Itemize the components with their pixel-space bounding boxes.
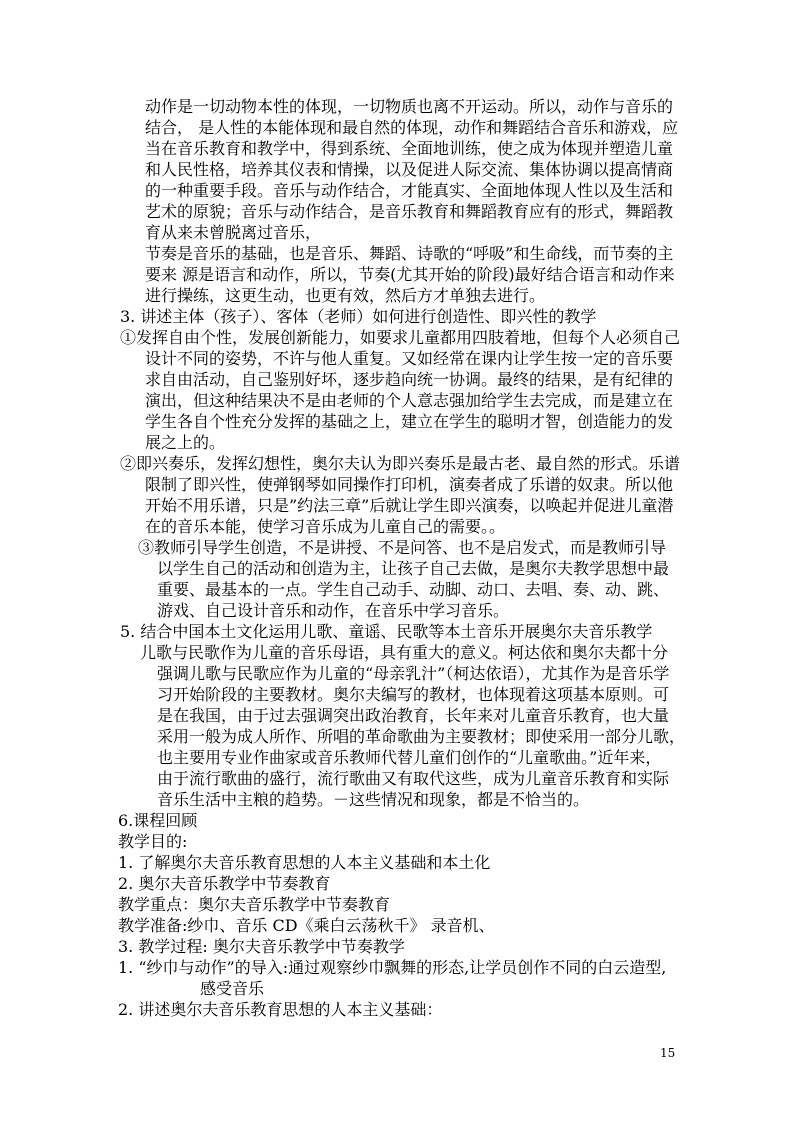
page-number: 15 — [660, 1046, 676, 1060]
text-line: 强调儿歌与民歌应作为儿童的“母亲乳汁”（柯达依语），尤其作为是音乐学 — [157, 664, 670, 683]
text-line: 节奏是音乐的基础，也是音乐、舞蹈、诗歌的“呼吸”和生命线，而节奏的主 — [145, 244, 674, 263]
text-line: 展之上的。 — [145, 433, 226, 452]
text-line: 教学重点：奥尔夫音乐教学中节奏教育 — [118, 895, 391, 914]
text-line: 开始不用乐谱，只是”约法三章”后就让学生即兴演奏，以唤起并促进儿童潜 — [145, 496, 674, 515]
text-line: 学生各自个性充分发挥的基础之上，建立在学生的聪明才智，创造能力的发 — [145, 412, 674, 431]
text-line: 也主要用专业作曲家或音乐教师代替儿童们创作的“儿童歌曲。”近年来， — [157, 748, 662, 767]
text-line: 儿歌与民歌作为儿童的音乐母语，具有重大的意义。柯达依和奥尔夫都十分 — [140, 643, 669, 662]
text-line: 演出，但这种结果决不是由老师的个人意志强加给学生去完成，而是建立在 — [145, 391, 674, 410]
text-line: 求自由活动，自己鉴别好坏，逐步趋向统一协调。最终的结果，是有纪律的 — [145, 370, 674, 389]
text-line: 由于流行歌曲的盛行，流行歌曲又有取代这些，成为儿童音乐教育和实际 — [157, 769, 670, 788]
list-item: 1. 了解奥尔夫音乐教育思想的人本主义基础和本土化 — [118, 853, 491, 872]
section-heading: 5. 结合中国本土文化运用儿歌、童谣、民歌等本土音乐开展奥尔夫音乐教学 — [120, 622, 653, 641]
list-item: 3. 教学过程: 奥尔夫音乐教学中节奏教学 — [118, 937, 405, 956]
text-line: 和人民性格，培养其仪表和情操，以及促进人际交流、集体协调以提高情商 — [145, 160, 674, 179]
text-line: 教学准备:纱巾、音乐 CD《乘白云荡秋千》 录音机、 — [118, 916, 495, 935]
list-item: 1. “纱巾与动作”的导入:通过观察纱巾飘舞的形态,让学员创作不同的白云造型, — [118, 958, 667, 977]
text-line: 在的音乐本能，使学习音乐成为儿童自己的需要。。 — [145, 517, 506, 536]
text-line: 进行操练，这更生动，也更有效，然后方才单独去进行。 — [145, 286, 546, 305]
text-line: 要来 源是语言和动作，所以，节奏(尤其开始的阶段)最好结合语言和动作来 — [145, 265, 675, 284]
text-line: 音乐生活中主粮的趋势。－这些情况和现象，都是不恰当的。 — [157, 790, 590, 809]
text-line: 艺术的原貌；音乐与动作结合，是音乐教育和舞蹈教育应有的形式，舞蹈教 — [145, 202, 674, 221]
list-item-start: ③教师引导学生创造，不是讲授、不是问答、也不是启发式，而是教师引导 — [138, 538, 667, 557]
text-line: 是在我国，由于过去强调突出政治教育，长年来对儿童音乐教育，也大量 — [157, 706, 670, 725]
text-line: 结合， 是人性的本能体现和最自然的体现，动作和舞蹈结合音乐和游戏，应 — [145, 118, 679, 137]
text-line: 设计不同的姿势，不许与他人重复。又如经常在课内让学生按一定的音乐要 — [145, 349, 674, 368]
section-heading: 6.课程回顾 — [118, 811, 198, 830]
text-line: 当在音乐教育和教学中，得到系统、全面地训练，使之成为体现并塑造儿童 — [145, 139, 674, 158]
list-item: 2. 讲述奥尔夫音乐教育思想的人本主义基础： — [118, 1000, 443, 1019]
list-item: 2. 奥尔夫音乐教学中节奏教育 — [118, 874, 331, 893]
text-line: 采用一般为成人所作、所唱的革命歌曲为主要教材；即使采用一部分儿歌， — [157, 727, 686, 746]
text-line: 的一种重要手段。音乐与动作结合，才能真实、全面地体现人性以及生活和 — [145, 181, 674, 200]
text-line: 感受音乐 — [200, 979, 265, 998]
section-heading: 3. 讲述主体（孩子）、客体（老师）如何进行创造性、即兴性的教学 — [120, 307, 597, 326]
text-line: 育从来未曾脱离过音乐， — [145, 223, 322, 242]
text-line: 习开始阶段的主要教材。奥尔夫编写的教材，也体现着这项基本原则。可 — [157, 685, 670, 704]
text-line: 重要、最基本的一点。学生自己动手、动脚、动口、去唱、奏、动、跳、 — [157, 580, 670, 599]
text-line: 以学生自己的活动和创造为主，让孩子自己去做，是奥尔夫教学思想中最 — [157, 559, 670, 578]
text-line: 教学目的: — [118, 832, 188, 851]
list-item-start: ①发挥自由个性，发展创新能力，如要求儿童都用四肢着地，但每个人必须自己 — [120, 328, 681, 347]
list-item-start: ②即兴奏乐，发挥幻想性，奥尔夫认为即兴奏乐是最古老、最自然的形式。乐谱 — [120, 454, 681, 473]
text-line: 动作是一切动物本性的体现，一切物质也离不开运动。所以，动作与音乐的 — [145, 97, 674, 116]
text-line: 限制了即兴性，使弹钢琴如同操作打印机，演奏者成了乐谱的奴隶。所以他 — [145, 475, 674, 494]
text-line: 游戏、自己设计音乐和动作，在音乐中学习音乐。 — [157, 601, 510, 620]
